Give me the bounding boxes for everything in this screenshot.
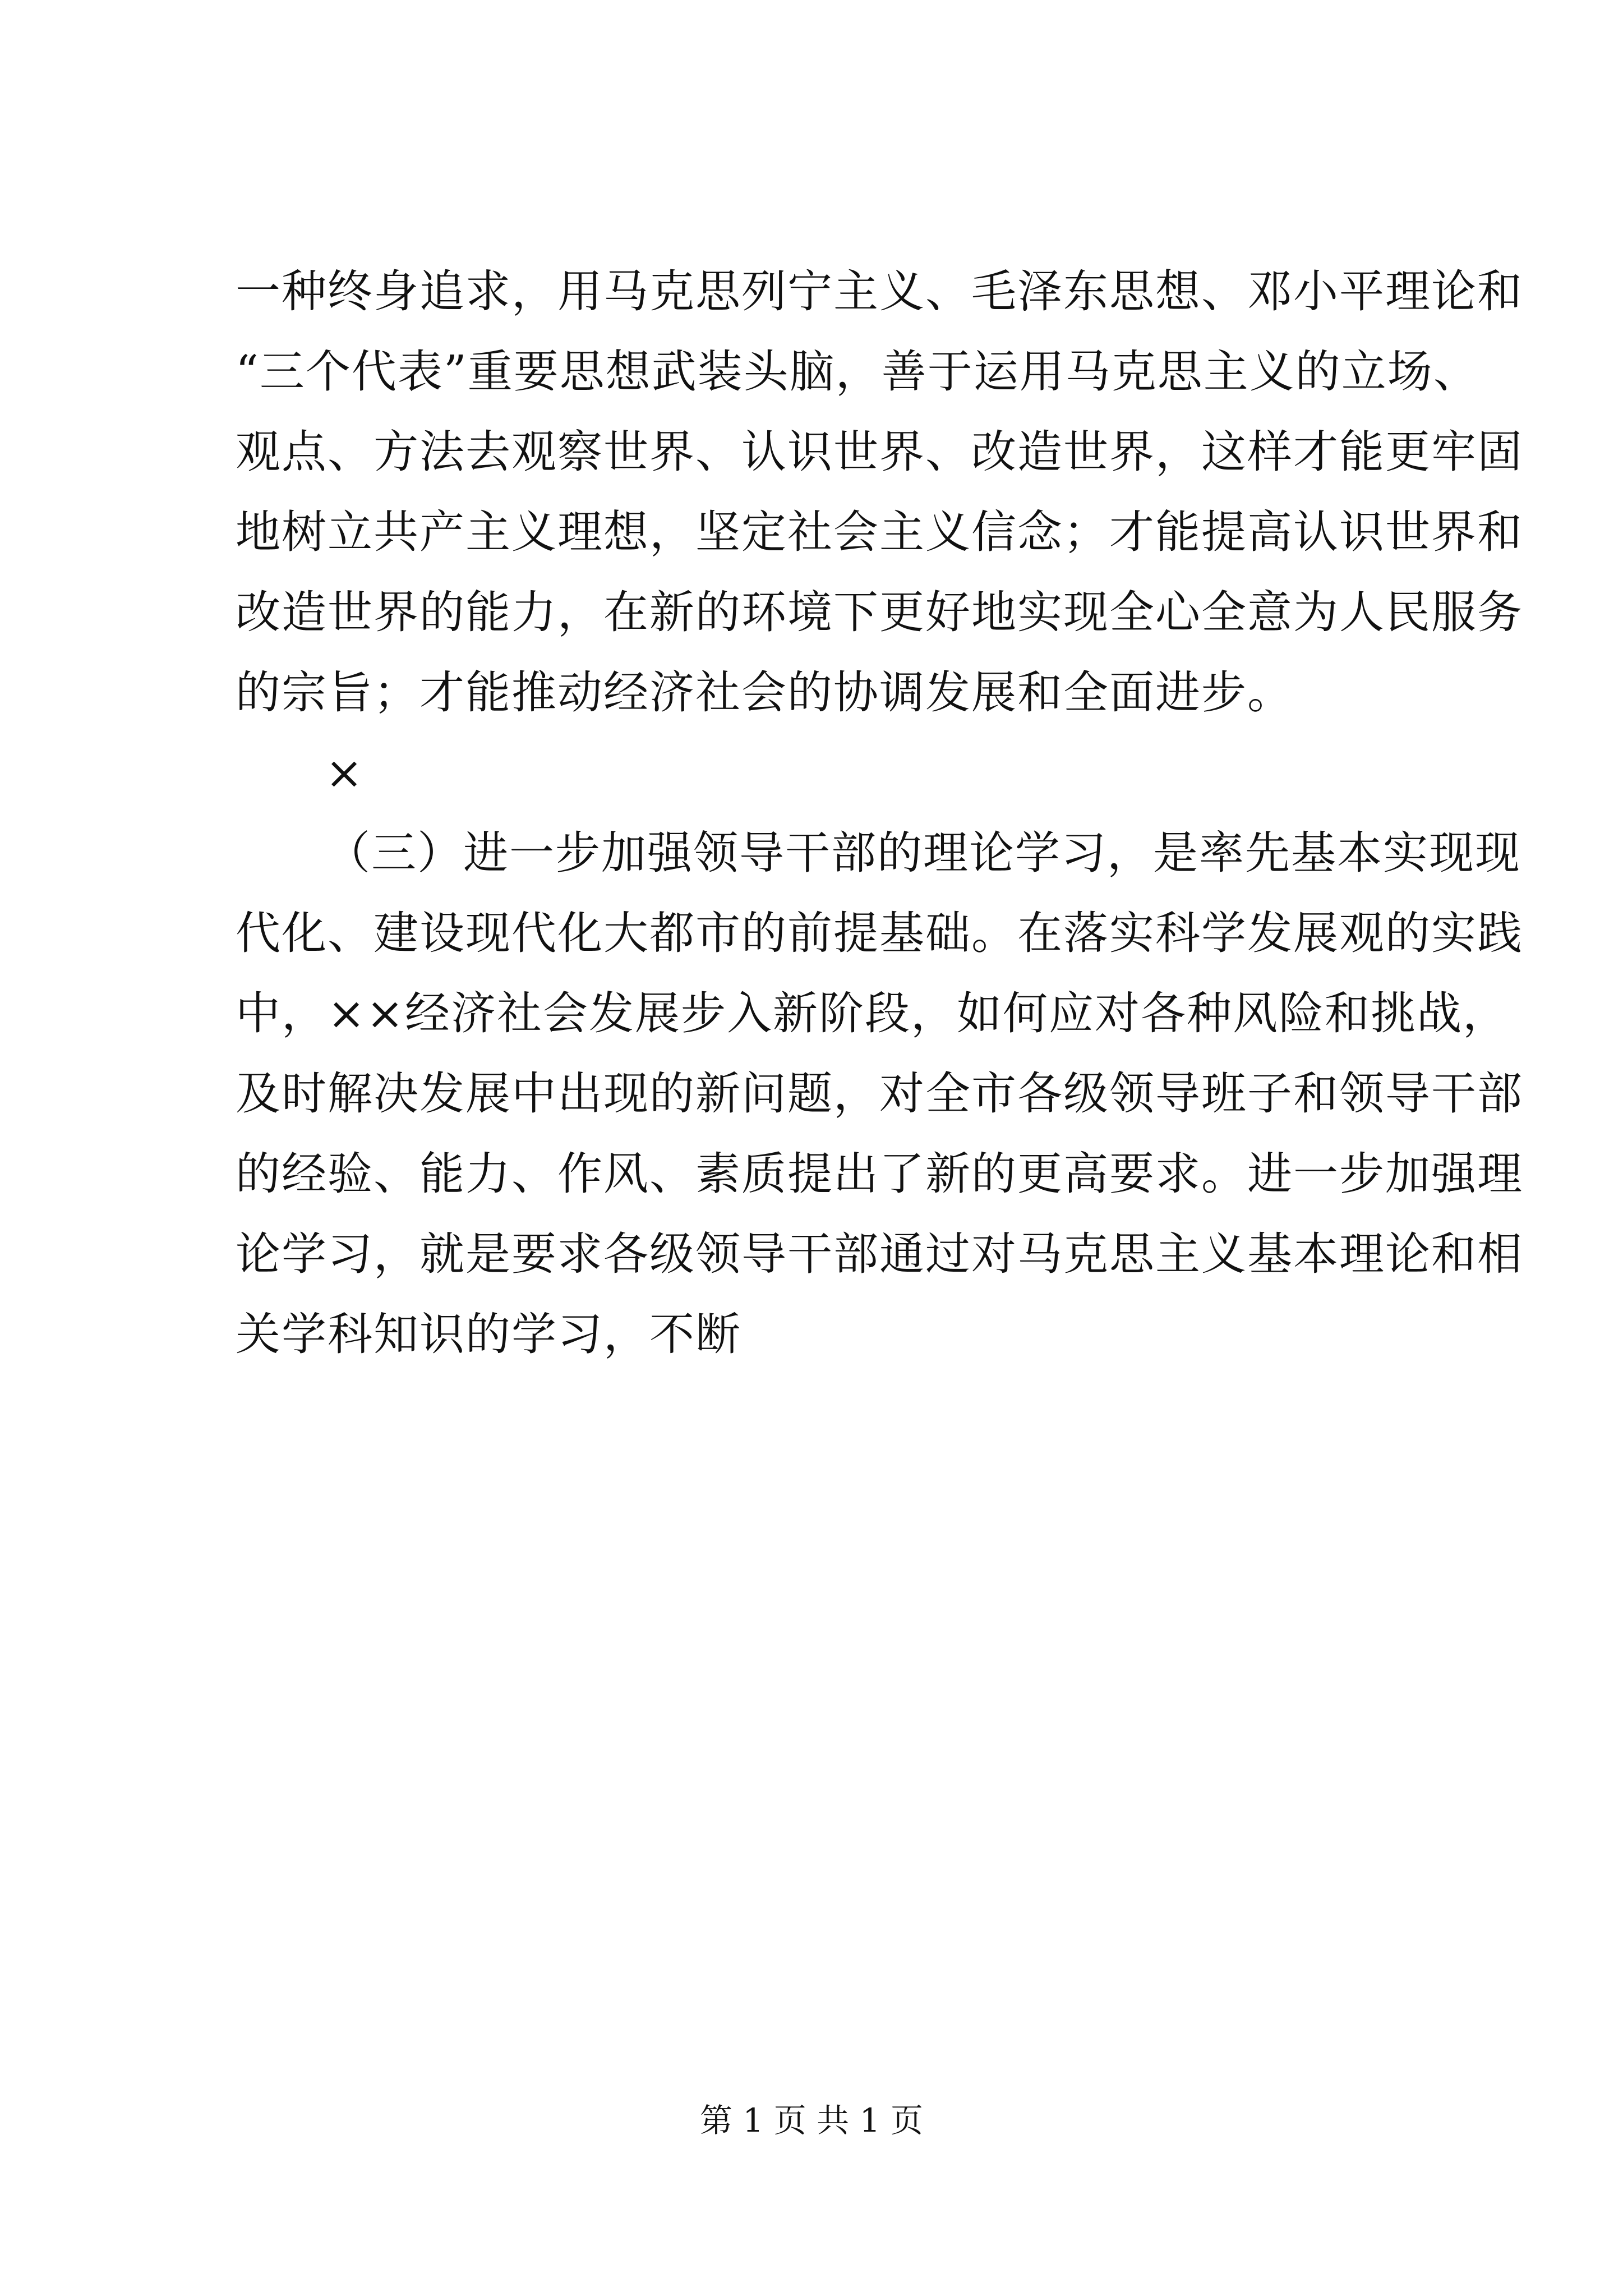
text-line-12: 的经验、能力、作风、素质提出了新的更高要求。进一步加强理 xyxy=(236,1148,1523,1200)
text-line-2: “三个代表”重要思想武装头脑，善于运用马克思主义的立场、 xyxy=(236,346,1479,398)
text-line-3: 观点、方法去观察世界、认识世界、改造世界，这样才能更牢固 xyxy=(236,426,1523,478)
page-number-label: 第 1 页 共 1 页 xyxy=(700,2101,923,2139)
page-footer xyxy=(0,2098,1623,2143)
document-body xyxy=(236,251,1523,1374)
text-line-10: 中，××经济社会发展步入新阶段，如何应对各种风险和挑战， xyxy=(236,987,1509,1039)
text-line-13: 论学习，就是要求各级领导干部通过对马克思主义基本理论和相 xyxy=(236,1228,1523,1280)
text-line-8: （三）进一步加强领导干部的理论学习，是率先基本实现现 xyxy=(325,827,1521,879)
text-line-4: 地树立共产主义理想，坚定社会主义信念；才能提高认识世界和 xyxy=(236,506,1523,558)
text-line-11: 及时解决发展中出现的新问题，对全市各级领导班子和领导干部 xyxy=(236,1068,1523,1120)
text-line-9: 代化、建设现代化大都市的前提基础。在落实科学发展观的实践 xyxy=(236,907,1523,959)
text-line-5: 改造世界的能力，在新的环境下更好地实现全心全意为人民服务 xyxy=(236,586,1523,638)
text-line-7: × xyxy=(325,747,365,799)
text-line-1: 一种终身追求，用马克思列宁主义、毛泽东思想、邓小平理论和 xyxy=(236,265,1523,318)
text-line-14: 关学科知识的学习，不断 xyxy=(236,1308,741,1360)
text-line-6: 的宗旨；才能推动经济社会的协调发展和全面进步。 xyxy=(236,666,1293,719)
